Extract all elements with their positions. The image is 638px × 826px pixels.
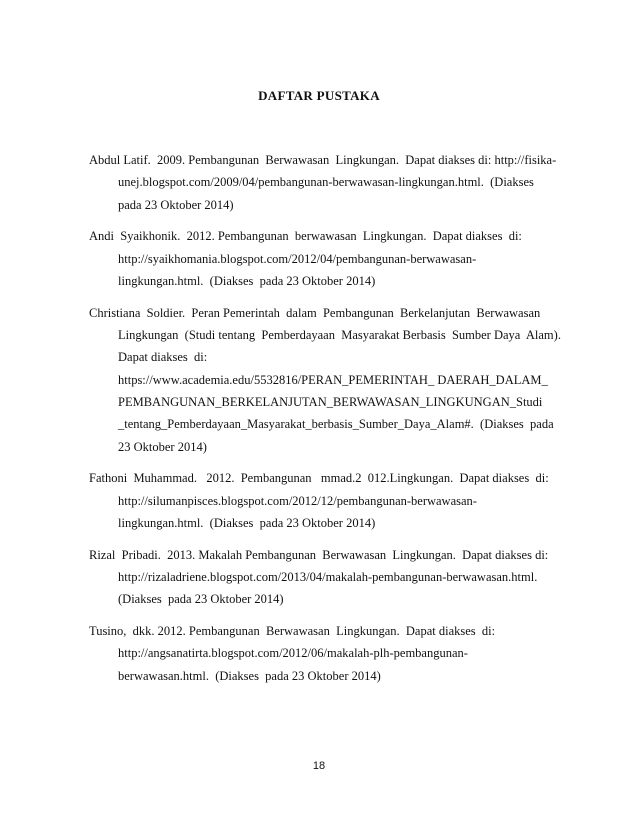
page-number: 18 <box>312 760 326 772</box>
reference-line: pada 23 Oktober 2014) <box>118 197 234 212</box>
reference-line: http://silumanpisces.blogspot.com/2012/12/pembangunan-berwawasan- <box>118 493 477 508</box>
reference-line: Dapat diakses di: <box>118 350 208 365</box>
reference-entry <box>89 620 559 687</box>
reference-line: http://syaikhomania.blogspot.com/2012/04/pembangunan-berwawasan- <box>118 251 477 266</box>
reference-line: PEMBANGUNAN_BERKELANJUTAN_BERWAWASAN_LINGKUNGAN_Studi <box>118 394 543 409</box>
reference-line: Rizal Pribadi. 2013. Makalah Pembangunan Berwawasan Lingkungan. Dapat diakses di: <box>89 547 549 562</box>
reference-line: http://rizaladriene.blogspot.com/2013/04/makalah-pembangunan-berwawasan.html. <box>118 570 538 585</box>
reference-entry <box>89 302 559 458</box>
reference-entry <box>89 149 559 216</box>
reference-line: Fathoni Muhammad. 2012. Pembangunan mmad.2 012.Lingkungan. Dapat diakses di: <box>89 471 549 486</box>
reference-line: https://www.academia.edu/5532816/PERAN_PEMERINTAH_ DAERAH_DALAM_ <box>118 372 548 387</box>
reference-line: lingkungan.html. (Diakses pada 23 Oktober 2014) <box>118 515 376 530</box>
reference-line: Christiana Soldier. Peran Pemerintah dalam Pembangunan Berkelanjutan Berwawasan <box>89 305 541 320</box>
reference-line: unej.blogspot.com/2009/04/pembangunan-berwawasan-lingkungan.html. (Diakses <box>118 175 534 190</box>
reference-line: Lingkungan (Studi tentang Pemberdayaan Masyarakat Berbasis Sumber Daya Alam). <box>118 328 561 343</box>
reference-line: berwawasan.html. (Diakses pada 23 Oktober 2014) <box>118 668 381 683</box>
page-title: DAFTAR PUSTAKA <box>258 88 380 103</box>
reference-line: http://angsanatirta.blogspot.com/2012/06/makalah-plh-pembangunan- <box>118 646 468 661</box>
reference-entry <box>89 467 559 534</box>
reference-line: lingkungan.html. (Diakses pada 23 Oktober 2014) <box>118 273 376 288</box>
reference-line: Andi Syaikhonik. 2012. Pembangunan berwawasan Lingkungan. Dapat diakses di: <box>89 229 522 244</box>
reference-line: (Diakses pada 23 Oktober 2014) <box>118 592 284 607</box>
reference-line: 23 Oktober 2014) <box>118 439 207 454</box>
reference-line: _tentang_Pemberdayaan_Masyarakat_berbasis_Sumber_Daya_Alam#. (Diakses pada <box>118 417 554 432</box>
reference-entry <box>89 225 559 292</box>
reference-entry <box>89 544 559 611</box>
reference-line: Tusino, dkk. 2012. Pembangunan Berwawasan Lingkungan. Dapat diakses di: <box>89 624 496 639</box>
reference-list <box>89 149 559 697</box>
reference-line: Abdul Latif. 2009. Pembangunan Berwawasan Lingkungan. Dapat diakses di: http://fisika- <box>89 153 557 167</box>
